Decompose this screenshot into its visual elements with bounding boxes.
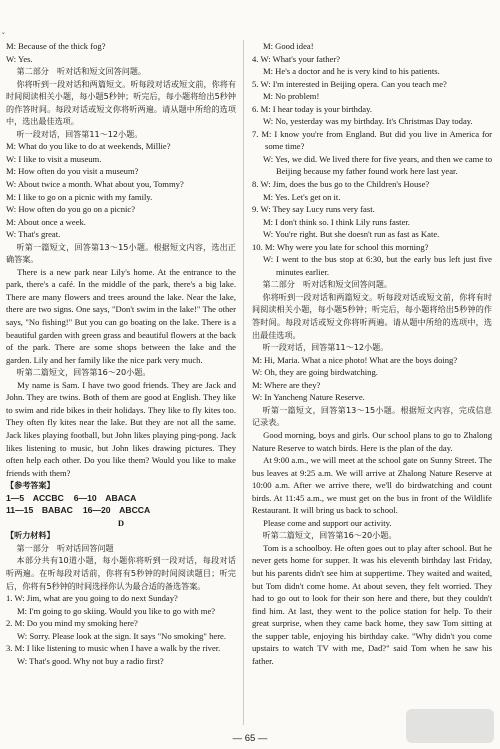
text-paragraph: M: Yes. Let's get on it.: [263, 191, 341, 202]
text-paragraph: M: He's a doctor and he is very kind to his patients.: [263, 66, 440, 77]
text-paragraph: M: Where are they?: [252, 379, 321, 390]
corner-mark: ˘: [2, 31, 5, 40]
right-column: [252, 40, 492, 667]
text-paragraph: 8. W: Jim, does the bus go to the Children's House?: [252, 179, 430, 190]
text-paragraph: W: In Yancheng Nature Reserve.: [252, 392, 365, 403]
answer-key-row: [6, 492, 236, 505]
text-paragraph: W: I went to the bus stop at 6:30, but the early bus left just five minutes earlier.: [263, 254, 492, 277]
text-paragraph: M: I'm going to go skiing. Would you like to go with me?: [17, 605, 216, 616]
answer-group: 11—15 BABAC: [6, 505, 73, 516]
text-paragraph: 第二部分 听对话和短文回答问题。: [16, 66, 147, 77]
answer-group: 1—5 ACCBC: [6, 492, 64, 503]
text-paragraph: Tom is a schoolboy. He often goes out to play after school. But he never gets home for supper. It was his eleventh birthday last Friday, but his parents didn't see him at suppertime. They waited and waited, but Tom didn't come home. At about seven, they felt worried. They had to go out to look for their son here and there, but they couldn't find him. At last, they went to the police station for help. To their great surprise, when they came back home, they saw Tom sitting at the supper table, enjoying his birthday cake. "Why didn't you come upstairs to watch TV with me, Dad?" said Tom when he saw his father.: [252, 542, 492, 666]
text-paragraph: 听第二篇短文，回答第16～20小题。: [262, 530, 397, 541]
text-paragraph: 本部分共有10道小题，每小题你将听到一段对话，每段对话听两遍。在听每段对话前，你将有5秒钟的时间阅读题目；听完后，你将有5秒钟的时间选择你认为最合适的备选答案。: [6, 555, 236, 591]
text-paragraph: 听一段对话，回答第11～12小题。: [262, 342, 389, 353]
text-paragraph: M: How often do you visit a museum?: [6, 166, 139, 177]
text-paragraph: M: Because of the thick fog?: [6, 41, 106, 51]
text-paragraph: 10. M: Why were you late for school this morning?: [252, 241, 429, 252]
text-paragraph: At 9:00 a.m., we will meet at the school gate on Sunny Street. The bus leaves at 9:25 a.m. We will arrive at Zhalong Nature Reserve at 10:00 a.m. After we arrive there, we'll do birdwatching and count birds. At 11:45 a.m., we must get on the bus in front of the Wildlife Restaurant. It will bring us back to school.: [252, 455, 492, 516]
text-paragraph: W: No, yesterday was my birthday. It's Christmas Day today.: [263, 116, 473, 127]
text-paragraph: 3. M: I like listening to music when I have a walk by the river.: [6, 643, 221, 654]
text-paragraph: 第一部分 听对话回答问题: [16, 542, 114, 553]
text-paragraph: 7. M: I know you're from England. But did you live in America for some time?: [252, 128, 492, 152]
text-paragraph: W: I like to visit a museum.: [6, 153, 102, 164]
text-paragraph: W: That's good. Why not buy a radio first?: [17, 655, 164, 666]
text-paragraph: 第二部分 听对话和短文回答问题。: [262, 279, 393, 290]
page-number: — 65 —: [232, 733, 268, 744]
text-paragraph: 1. W: Jim, what are you going to do next Sunday?: [6, 593, 178, 604]
text-paragraph: M: No problem!: [263, 91, 320, 102]
text-paragraph: W: Yes.: [6, 53, 33, 64]
left-column: [6, 40, 236, 667]
text-paragraph: W: About twice a month. What about you, Tommy?: [6, 179, 184, 190]
column-divider: [243, 40, 244, 725]
text-paragraph: M: I like to go on a picnic with my family.: [6, 191, 153, 202]
text-paragraph: W: Yes, we did. We lived there for five years, and then we came to Beijing because my father found work here last year.: [263, 153, 492, 177]
text-paragraph: M: About once a week.: [6, 216, 86, 227]
text-paragraph: 【听力材料】: [6, 530, 55, 541]
text-paragraph: 你将听到一段对话和两篇短文。听每段对话或短文前，你将有时间阅读相关小题，每小题5秒钟；听完后，每小题将给出5秒钟的作答时间。每段对话或短文你将听两遍。请从题中所给的选项中，选出最佳选项。: [252, 291, 492, 340]
text-paragraph: 你将听到一段对话和两篇短文。听每段对话或短文前，你将有时间阅读相关小题，每小题5秒钟；听完后，每小题将给出5秒钟的作答时间。每段对话或短文你将听两遍。请从题中所给的选项中，选出最佳选项。: [6, 78, 236, 127]
text-paragraph: My name is Sam. I have two good friends. They are Jack and John. They are twins. Both of them are good at English. They like to swim and ride bikes in their holidays. They like to fly kites too. They often fly kites near the lake. But they are not all the same. Jack likes playing football, but John likes playing ping-pong. Jack likes listening to music, but John likes drawing pictures. They often help each other. Do you like them? Would you like to make friends with them?: [6, 379, 236, 478]
answer-group: 6—10 ABACA: [73, 492, 137, 503]
answer-key-row: [6, 504, 236, 517]
answer-group: 16—20 ABCCA: [82, 505, 151, 516]
text-paragraph: 6. M: I hear today is your birthday.: [252, 103, 372, 114]
text-paragraph: 2. M: Do you mind my smoking here?: [6, 618, 138, 629]
text-paragraph: There is a new park near Lily's home. At the entrance to the park, there's a café. In the middle of the park, there's a big lake. There are many flowers and trees around the lake. Near the lake, there are two signs. One says, "Don't swim in the lake!" The other says, "No fishing!" But you can go boating on the lake. There is a beautiful garden with green grass and beautiful flowers at the back of the park. There are some shops between the lake and the garden. Lily and her family like the nice park very much.: [6, 266, 236, 365]
text-paragraph: W: Oh, they are going birdwatching.: [252, 367, 378, 378]
text-paragraph: M: I don't think so. I think Lily runs faster.: [263, 216, 410, 227]
text-paragraph: W: That's great.: [6, 229, 61, 240]
text-paragraph: W: You're right. But she doesn't run as fast as Kate.: [263, 229, 440, 240]
text-paragraph: M: What do you like to do at weekends, Millie?: [6, 141, 171, 152]
text-paragraph: 听第一篇短文，回答第13～15小题。根据短文内容，选出正确答案。: [6, 241, 236, 265]
watermark-logo: [406, 709, 494, 743]
text-paragraph: W: Sorry. Please look at the sign. It says "No smoking" here.: [17, 630, 227, 641]
text-paragraph: 5. W: I'm interested in Beijing opera. Can you teach me?: [252, 78, 447, 89]
text-paragraph: 听第一篇短文，回答第13～15小题。根据短文内容，完成信息记录表。: [252, 404, 492, 428]
text-paragraph: D: [117, 517, 125, 528]
text-paragraph: 9. W: They say Lucy runs very fast.: [252, 204, 375, 215]
text-paragraph: 4. W: What's your father?: [252, 53, 341, 64]
text-paragraph: M: Good idea!: [263, 41, 314, 51]
text-paragraph: 听一段对话，回答第11～12小题。: [16, 128, 143, 139]
text-paragraph: 【参考答案】: [6, 480, 55, 491]
text-paragraph: W: How often do you go on a picnic?: [6, 204, 136, 215]
text-paragraph: Good morning, boys and girls. Our school plans to go to Zhalong Nature Reserve to watch birds. Here is the plan of the day.: [252, 429, 492, 453]
text-paragraph: 听第二篇短文，回答第16～20小题。: [16, 367, 151, 378]
text-paragraph: Please come and support our activity.: [263, 517, 392, 528]
text-paragraph: M: Hi, Maria. What a nice photo! What are the boys doing?: [252, 354, 458, 365]
